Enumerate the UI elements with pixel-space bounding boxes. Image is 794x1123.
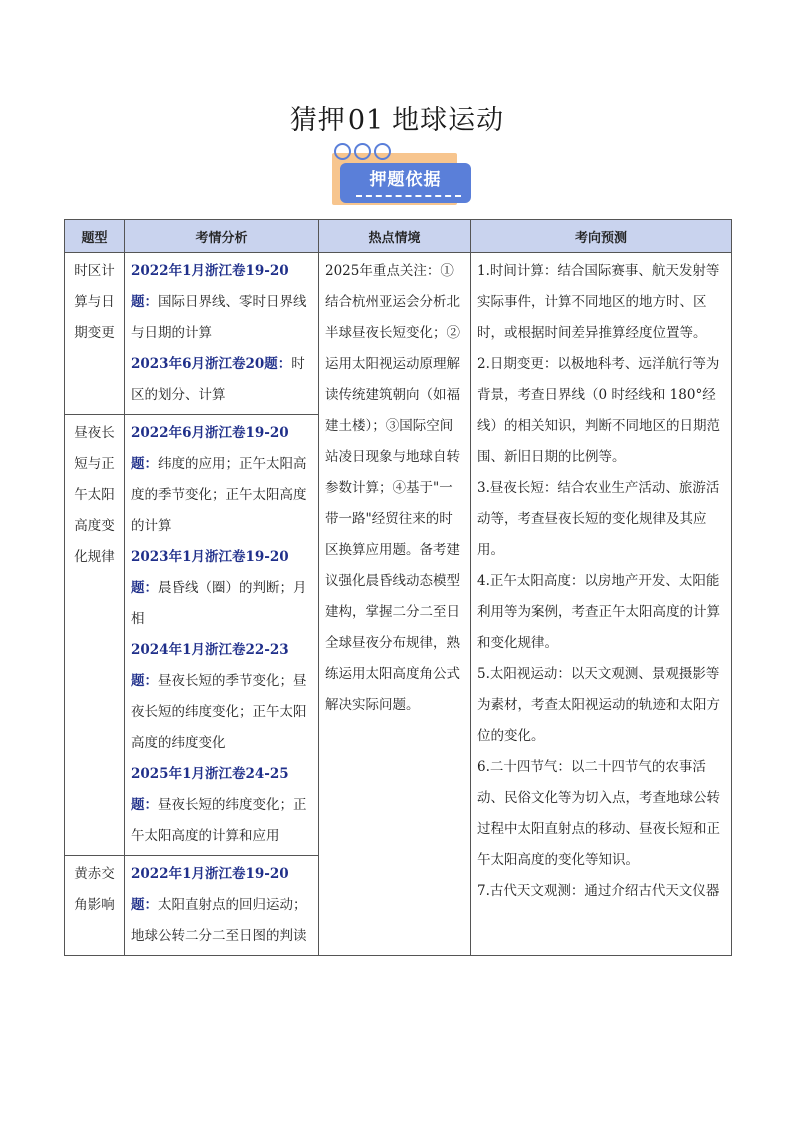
exam-reference: 2022年1月浙江卷19-20题： [131, 263, 289, 310]
analysis-cell [125, 856, 319, 956]
header-hotspot: 热点情境 [319, 220, 471, 253]
exam-topic: 太阳直射点的回归运动；地球公转二分二至日图的判读 [131, 897, 307, 944]
question-type-cell: 昼夜长短与正午太阳高度变化规律 [65, 415, 125, 856]
ring-icon [374, 143, 391, 160]
ring-icon [334, 143, 351, 160]
exam-topic: 昼夜长短的季节变化；昼夜长短的纬度变化；正午太阳高度的纬度变化 [131, 673, 307, 751]
exam-reference: 2023年1月浙江卷19-20题： [131, 549, 289, 596]
analysis-item [131, 542, 312, 635]
analysis-item [131, 859, 312, 952]
table-row [65, 253, 732, 415]
prediction-item: 6.二十四节气：以二十四节气的农事活动、民俗文化等为切入点，考查地球公转过程中太阳直射点的移动、昼夜长短和正午太阳高度的变化等知识。 [477, 759, 720, 868]
analysis-cell [125, 415, 319, 856]
banner-dash-line [356, 195, 461, 197]
analysis-item [131, 256, 312, 349]
exam-reference: 2024年1月浙江卷22-23题： [131, 642, 289, 689]
prediction-item: 2.日期变更：以极地科考、远洋航行等为背景，考查日界线（0 时经线和 180°经线）的相关知识，判断不同地区的日期范围、新旧日期的比例等。 [477, 356, 720, 465]
exam-reference: 2025年1月浙江卷24-25题： [131, 766, 289, 813]
header-type: 题型 [65, 220, 125, 253]
analysis-item [131, 349, 312, 411]
title-number: 01 [347, 105, 385, 136]
banner-label: 押题依据 [369, 170, 442, 190]
banner-label-box [340, 163, 471, 203]
exam-reference: 2022年6月浙江卷19-20题： [131, 425, 289, 472]
exam-topic: 昼夜长短的纬度变化；正午太阳高度的计算和应用 [131, 797, 307, 844]
prediction-item: 5.太阳视运动：以天文观测、景观摄影等为素材，考查太阳视运动的轨迹和太阳方位的变化。 [477, 666, 720, 744]
section-banner [332, 143, 474, 213]
hotspot-text: 2025年重点关注：①结合杭州亚运会分析北半球昼夜长短变化；②运用太阳视运动原理解读传统建筑朝向（如福建土楼）；③国际空间站凌日现象与地球自转参数计算；④基于"一带一路"经贸往来的时区换算应用题。备考建议强化晨昏线动态模型建构，掌握二分二至日全球昼夜分布规律，熟练运用太阳高度角公式解决实际问题。 [325, 263, 460, 713]
hotspot-cell [319, 253, 471, 956]
analysis-table [64, 219, 732, 956]
title-prefix: 猜押 [289, 105, 346, 136]
prediction-item: 4.正午太阳高度：以房地产开发、太阳能利用等为案例，考查正午太阳高度的计算和变化规律。 [477, 573, 720, 651]
analysis-item [131, 418, 312, 542]
title-subject: 地球运动 [392, 105, 505, 136]
analysis-item [131, 759, 312, 852]
prediction-item: 1.时间计算：结合国际赛事、航天发射等实际事件，计算不同地区的地方时、区时，或根据时间差异推算经度位置等。 [477, 263, 720, 341]
question-type-cell: 黄赤交角影响 [65, 856, 125, 956]
header-analysis: 考情分析 [125, 220, 319, 253]
analysis-item [131, 635, 312, 759]
page-title [0, 98, 794, 137]
header-prediction: 考向预测 [471, 220, 732, 253]
exam-topic: 纬度的应用；正午太阳高度的季节变化；正午太阳高度的计算 [131, 456, 307, 534]
prediction-item: 3.昼夜长短：结合农业生产活动、旅游活动等，考查昼夜长短的变化规律及其应用。 [477, 480, 720, 558]
banner-rings-icon [334, 143, 391, 161]
ring-icon [354, 143, 371, 160]
exam-topic: 国际日界线、零时日界线与日期的计算 [131, 294, 307, 341]
exam-reference: 2022年1月浙江卷19-20题： [131, 866, 289, 913]
exam-topic: 时区的划分、计算 [131, 356, 305, 403]
question-type-cell: 时区计算与日期变更 [65, 253, 125, 415]
prediction-cell [471, 253, 732, 956]
analysis-cell [125, 253, 319, 415]
table-header-row [65, 220, 732, 253]
prediction-item: 7.古代天文观测：通过介绍古代天文仪器 [477, 883, 720, 899]
exam-reference: 2023年6月浙江卷20题： [131, 356, 292, 372]
exam-topic: 晨昏线（圈）的判断；月相 [131, 580, 307, 627]
